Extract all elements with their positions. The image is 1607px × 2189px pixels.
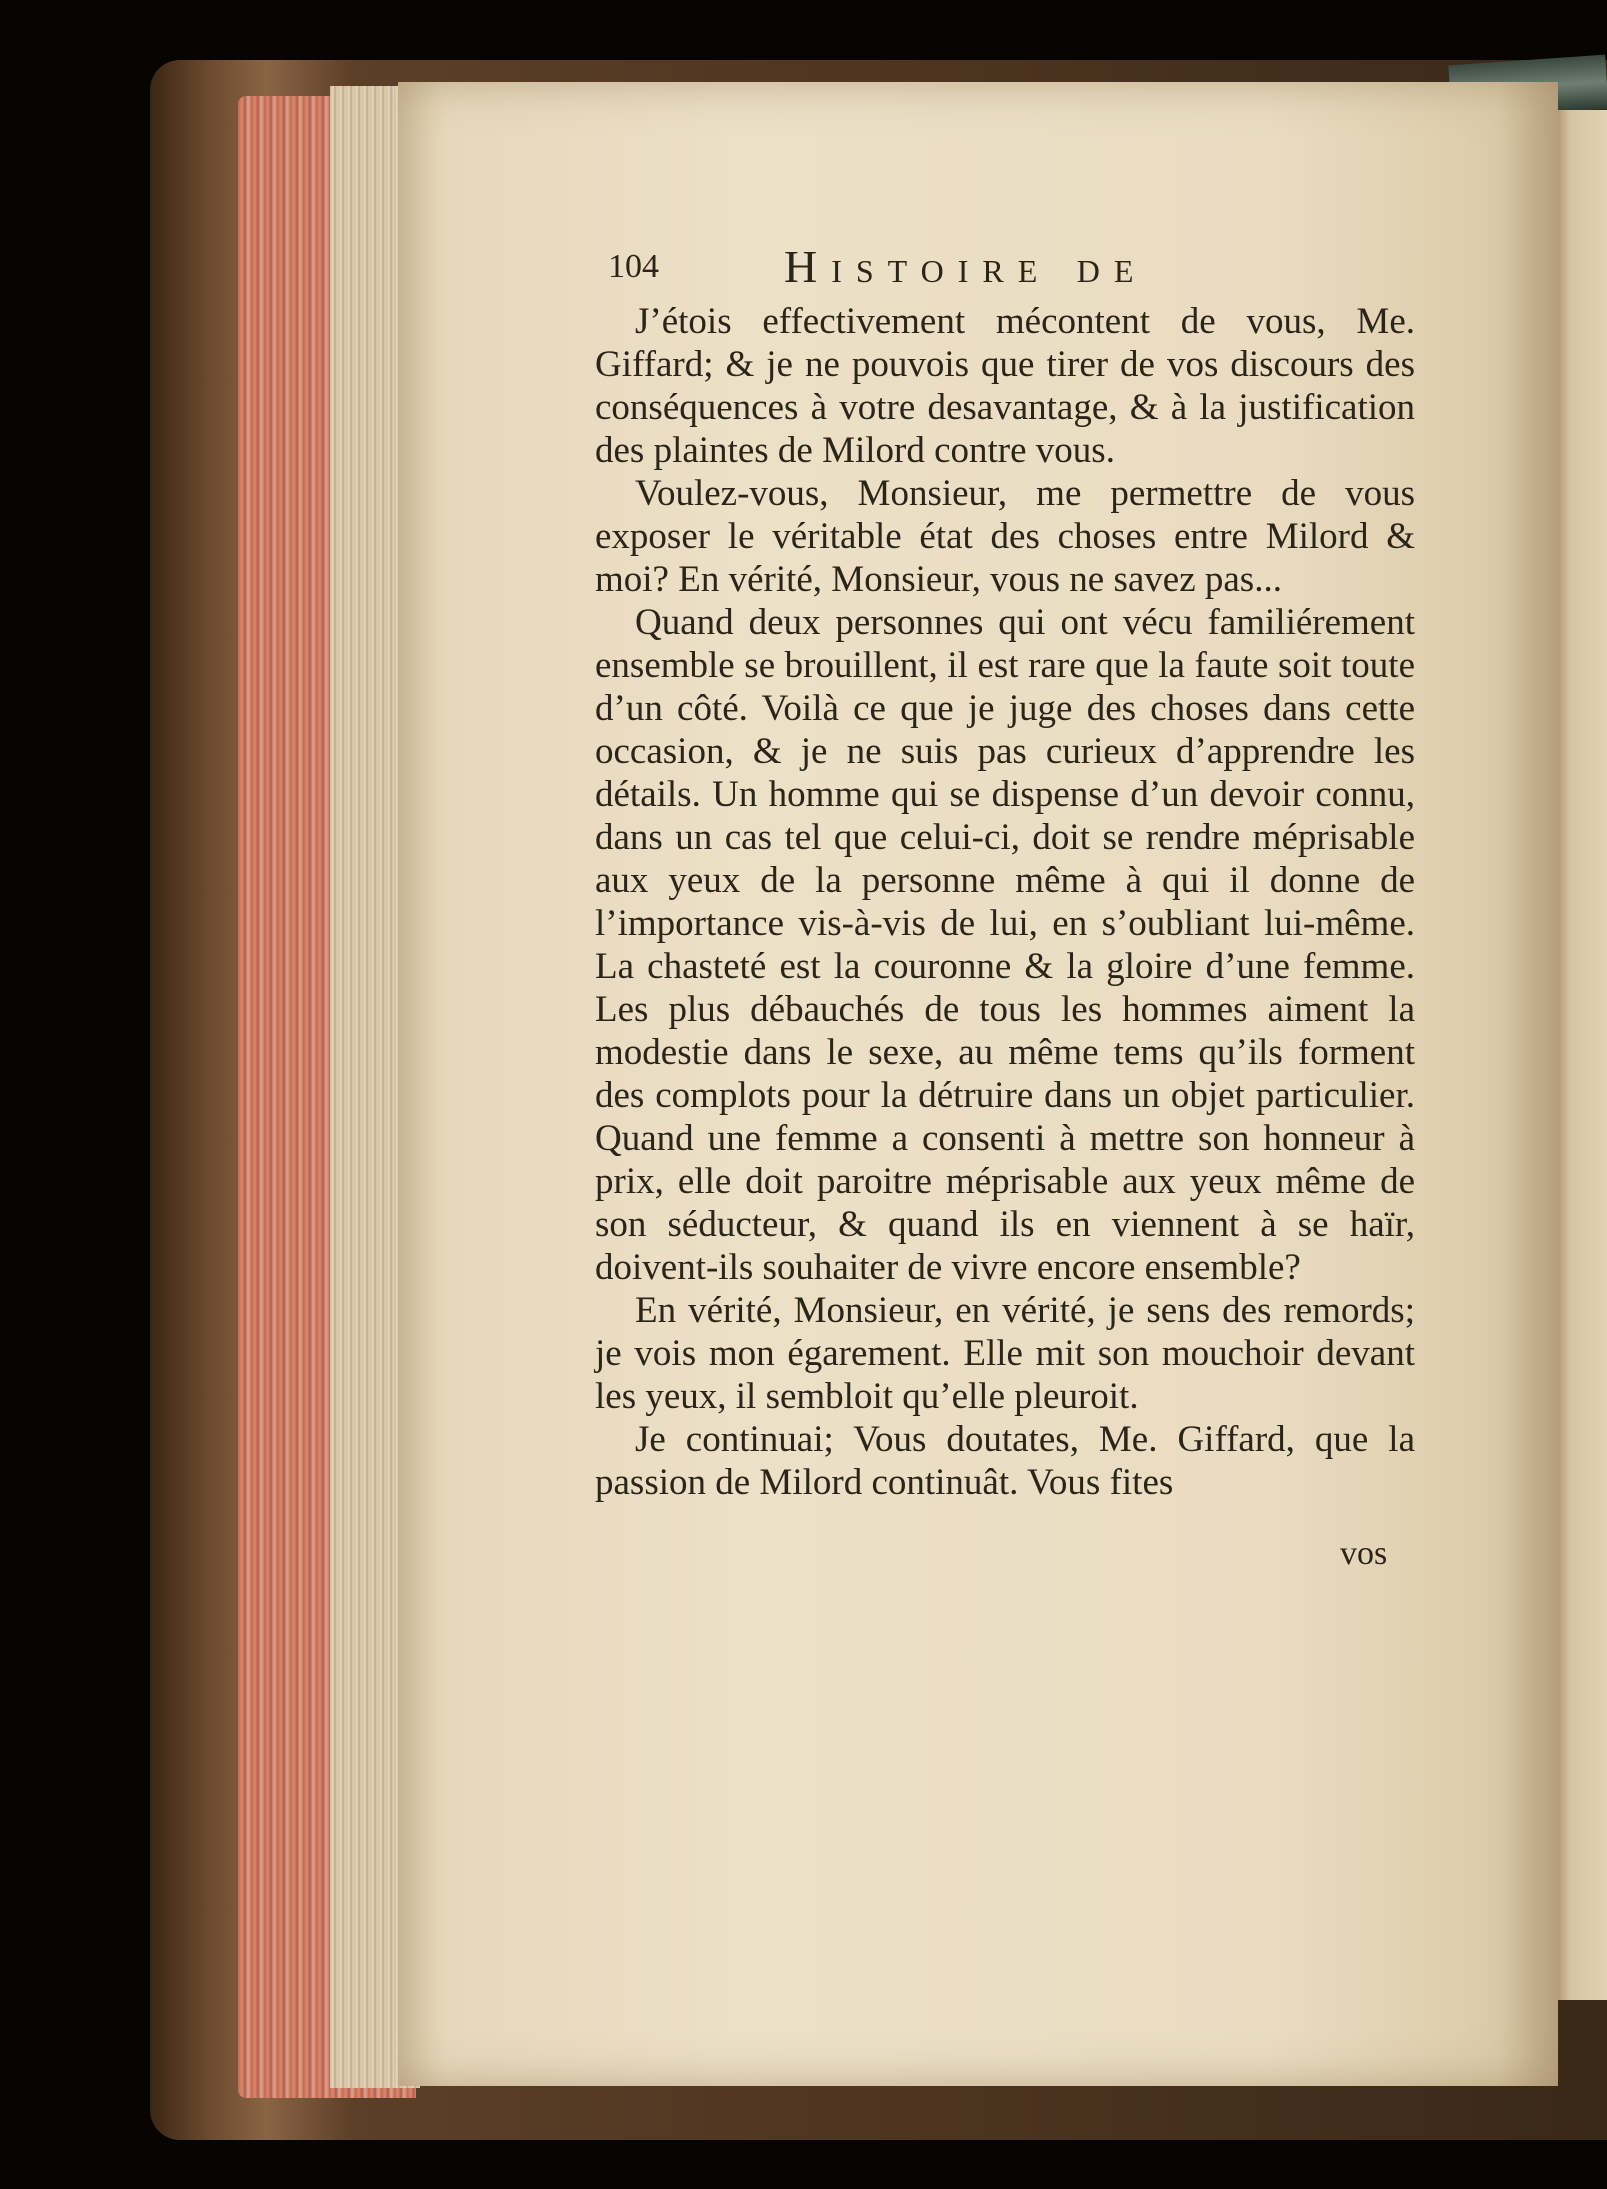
running-title: Histoire de: [784, 241, 1148, 292]
page-number: 104: [608, 248, 659, 285]
paragraph-5: Je continuai; Vous doutates, Me. Giffard, que la passion de Milord continuât. Vous fites: [595, 1419, 1415, 1503]
paragraph-3: Quand deux personnes qui ont vécu familiérement ensemble se brouillent, il est rare que la faute soit toute d’un côté. Voilà ce que je juge des choses dans cette occasion, & je ne suis pas curieux d’apprendre les détails. Un homme qui se dispense d’un devoir connu, dans un cas tel que celui-ci, doit se rendre méprisable aux yeux de la personne même à qui il donne de l’importance vis-à-vis de lui, en s’oubliant lui-même. La chasteté est la couronne & la gloire d’une femme. Les plus débauchés de tous les hommes aiment la modestie dans le sexe, au même tems qu’ils forment des complots pour la détruire dans un objet particulier. Quand une femme a consenti à mettre son honneur à prix, elle doit paroitre méprisable aux yeux même de son séducteur, & quand ils en viennent à se haïr, doivent-ils souhaiter de vivre encore ensemble?: [595, 602, 1415, 1288]
body-text: [595, 300, 1415, 1504]
page-header: [608, 240, 1228, 300]
paragraph-2: Voulez-vous, Monsieur, me permettre de vous exposer le véritable état des choses entre Milord & moi? En vérité, Monsieur, vous ne savez pas...: [595, 473, 1415, 600]
paragraph-1: J’étois effectivement mécontent de vous, Me. Giffard; & je ne pouvois que tirer de vos discours des conséquences à votre desavantage, & à la justification des plaintes de Milord contre vous.: [595, 301, 1415, 471]
catchword: vos: [1340, 1535, 1388, 1572]
paragraph-4: En vérité, Monsieur, en vérité, je sens des remords; je vois mon égarement. Elle mit son mouchoir devant les yeux, il sembloit qu’elle pleuroit.: [595, 1290, 1415, 1417]
